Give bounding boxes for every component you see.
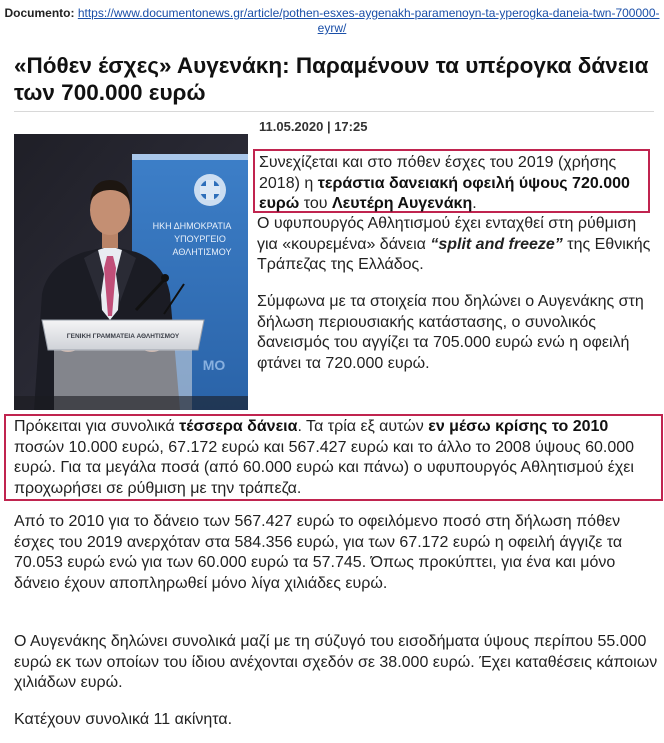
p1-bold-1: τεράστια δανειακή οφειλή ύψους 720.000 ευρώ [259,174,630,212]
article-date: 11.05.2020 | 17:25 [259,119,368,134]
paragraph-5: Από το 2010 για το δάνειο των 567.427 ευρώ το οφειλόμενο ποσό στη δήλωση πόθεν έσχες του 2019 ανερχόταν στα 584.356 ευρώ, για των 67.172 ευρώ η οφειλή άγγιζε τα 70.053 ευρώ ενώ για των 60.000 ευρώ τα 57.745. Όπως προκύπτει, για ένα και μόνο δάνειο έχουν αποπληρωθεί μόνο λίγα χιλιάδες ευρώ. [14,513,623,592]
p1-text-2: του [299,195,332,212]
paragraph-3: Σύμφωνα με τα στοιχεία που δηλώνει ο Αυγενάκης στη δήλωση περιουσιακής κατάστασης, ο συνολικός δανεισμός του αγγίζει τα 705.000 ευρώ ενώ η οφειλή φτάνει τα 720.000 ευρώ. [257,293,644,372]
p4-text-2: . Τα τρία εξ αυτών [297,418,429,435]
source-url-link[interactable]: https://www.documentonews.gr/article/pothen-esxes-aygenakh-paramenoyn-ta-yperogka-daneia-twn-700000-eyrw/ [77,6,660,35]
p1-text-3: . [472,195,477,212]
paragraph-6: Ο Αυγενάκης δηλώνει συνολικά μαζί με τη σύζυγό του εισοδήματα ύψους περίπου 55.000 ευρώ εκ των οποίων του ίδιου ανέχονται σχεδόν σε 38.000 ευρώ. Έχει καταθέσεις κάποιων χιλιάδων ευρώ. [14,633,658,691]
highlighted-paragraph-1 [253,149,650,213]
article-photo [14,134,248,410]
backdrop-fragment: ΜΟ [202,357,226,373]
paragraph-7: Κατέχουν συνολικά 11 ακίνητα. [14,711,233,728]
paragraph-2 [257,214,653,276]
title-divider [14,111,654,112]
podium-text: ΓΕΝΙΚΗ ΓΡΑΜΜΑΤΕΙΑ ΑΘΛΗΤΙΣΜΟΥ [66,333,180,340]
highlighted-paragraph-4 [4,414,663,501]
source-label: Documento: [4,6,75,20]
p2-text-2: της Εθνικής Τράπεζας της Ελλάδος. [257,235,651,273]
p4-text-3: ποσών 10.000 ευρώ, 67.172 ευρώ και 567.427 ευρώ και το άλλο το 2008 ύψους 60.000 ευρώ. Για τα μεγάλα ποσά (από 60.000 ευρώ και πάνω) ο υφυπουργός Αθλητισμού έχει προχωρήσει σε ρύθμιση με την τράπεζα. [14,438,635,497]
p2-text-1: Ο υφυπουργός Αθλητισμού έχει ενταχθεί στη ρύθμιση για «κουρεμένα» δάνεια [257,215,637,253]
backdrop-text-3: ΑΘΛΗΤΙΣΜΟΥ [172,247,232,257]
backdrop-text-2: ΥΠΟΥΡΓΕΙΟ [174,234,226,244]
p2-bold-italic: “split and freeze” [430,235,563,253]
p1-text-1: Συνεχίζεται και στο πόθεν έσχες του 2019 (χρήσης 2018) η [259,154,617,192]
p1-bold-2: Λευτέρη Αυγενάκη [331,195,473,212]
p4-bold-2: εν μέσω κρίσης το 2010 [428,418,609,435]
minister-at-podium-image [14,134,248,410]
p4-bold-1: τέσσερα δάνεια [179,418,298,435]
document-source-header [0,6,664,36]
backdrop-text-1: ΗΚΗ ΔΗΜΟΚΡΑΤΙΑ [152,221,232,231]
p4-text-1: Πρόκειται για συνολικά [14,418,180,435]
article-title: «Πόθεν έσχες» Αυγενάκη: Παραμένουν τα υπέρογκα δάνεια των 700.000 ευρώ [14,53,649,105]
